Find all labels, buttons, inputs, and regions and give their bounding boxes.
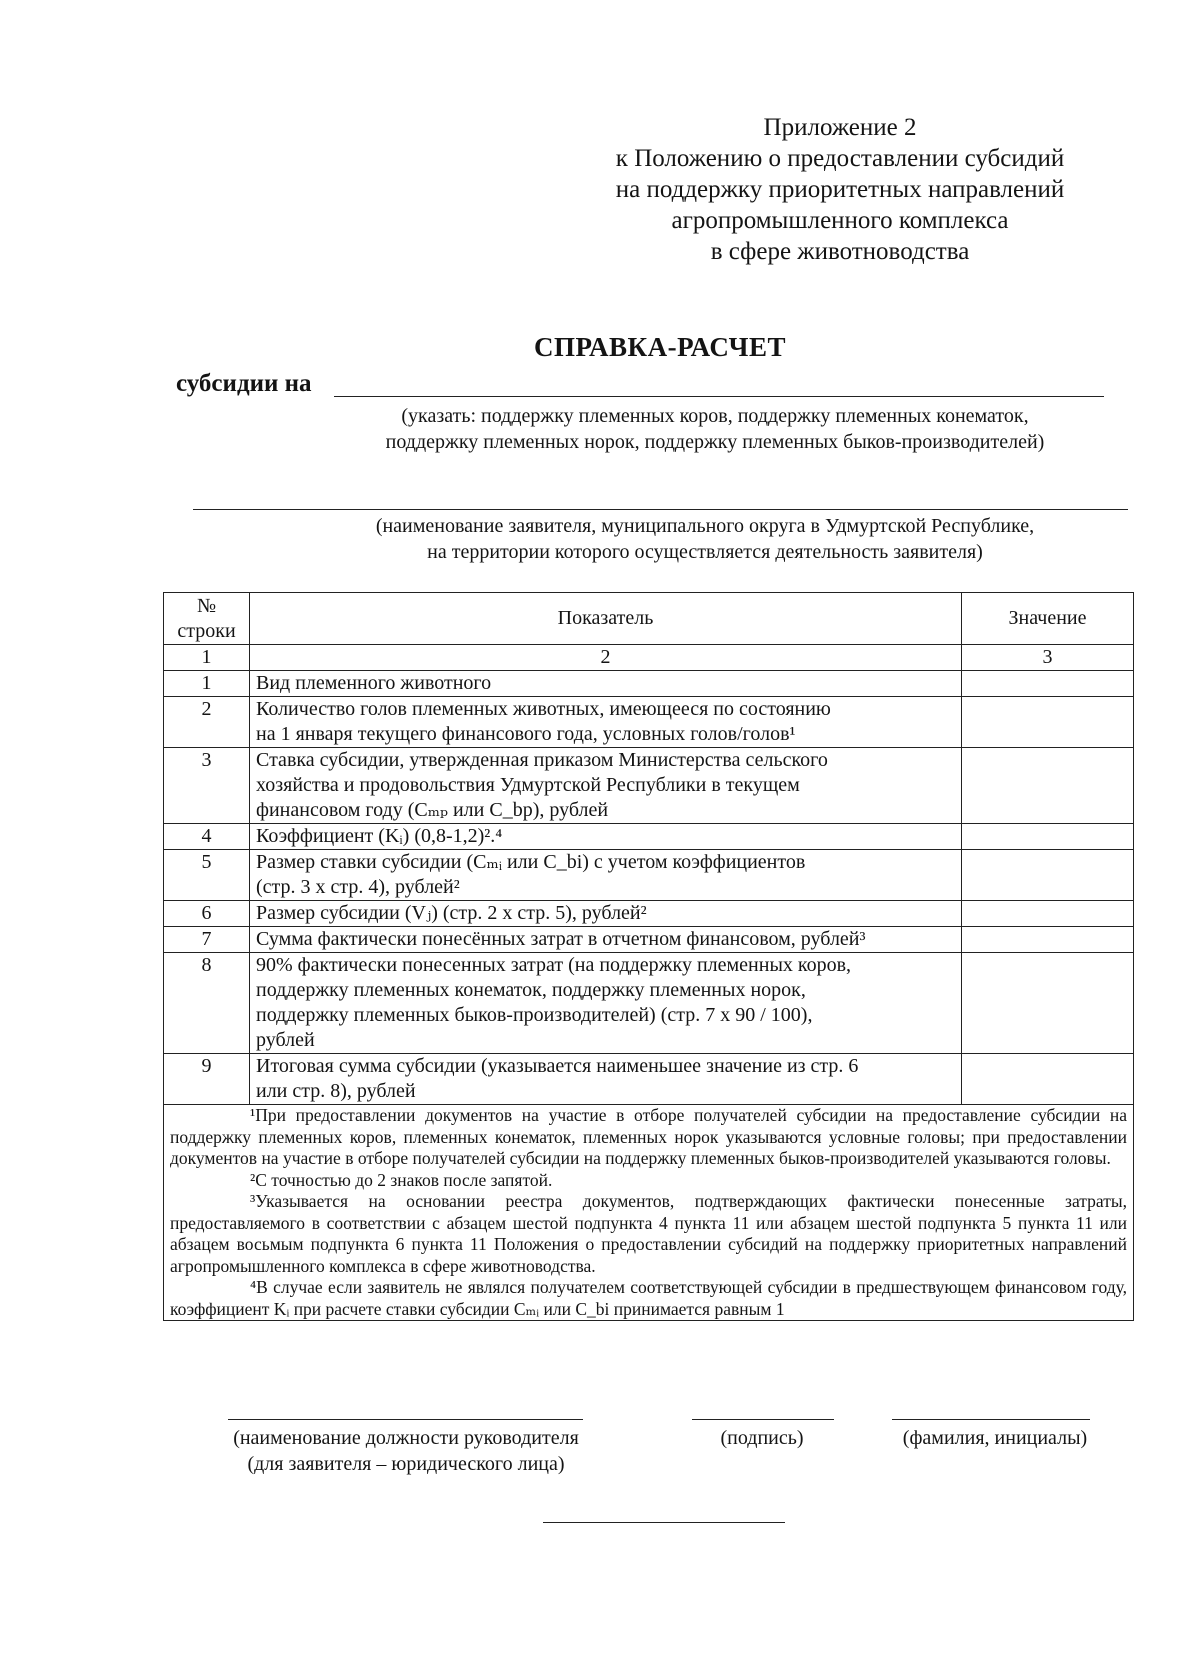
column-number: 1 bbox=[164, 645, 250, 671]
position-caption bbox=[196, 1425, 616, 1477]
name-fill-line bbox=[892, 1419, 1090, 1420]
indicator-line: Размер субсидии (Vⱼ) (стр. 2 х стр. 5), рублей² bbox=[256, 902, 647, 924]
row-number: 8 bbox=[164, 953, 250, 1054]
applicant-hint-line: на территории которого осуществляется деятельность заявителя) bbox=[427, 541, 983, 563]
header-row-number bbox=[164, 593, 250, 645]
table-row bbox=[164, 901, 1134, 927]
footnote: ³Указывается на основании реестра документов, подтверждающих фактически понесенные затраты, предоставляемого в соответствии с абзацем шестой подпункта 4 пункта 11 или абзацем шестой подпункта 5 пункта 11 или абзацем восьмым подпункта 6 пункта 11 Положения о предоставлении субсидий на поддержку приоритетных направлений агропромышленного комплекса в сфере животноводства. bbox=[170, 1191, 1127, 1276]
indicator-line: поддержку племенных конематок, поддержку племенных норок, bbox=[256, 979, 806, 1001]
indicator-line: или стр. 8), рублей bbox=[256, 1080, 416, 1102]
value-cell[interactable] bbox=[962, 748, 1134, 824]
subsidy-label: субсидии на bbox=[176, 370, 312, 397]
indicator-line: Вид племенного животного bbox=[256, 672, 492, 694]
row-indicator bbox=[250, 850, 962, 901]
subsidy-hint bbox=[310, 403, 1120, 455]
row-number: 1 bbox=[164, 671, 250, 697]
position-fill-line bbox=[228, 1419, 583, 1420]
table-row bbox=[164, 927, 1134, 953]
appendix-line: в сфере животноводства bbox=[710, 238, 970, 265]
value-cell[interactable] bbox=[962, 953, 1134, 1054]
appendix-line: на поддержку приоритетных направлений bbox=[615, 176, 1065, 203]
value-cell[interactable] bbox=[962, 927, 1134, 953]
signature-caption: (подпись) bbox=[720, 1427, 804, 1449]
row-number: 9 bbox=[164, 1054, 250, 1105]
table-row bbox=[164, 671, 1134, 697]
header-value: Значение bbox=[962, 593, 1134, 645]
indicator-line: Ставка субсидии, утвержденная приказом Министерства сельского bbox=[256, 749, 828, 771]
table-row bbox=[164, 748, 1134, 824]
header-num-label: строки bbox=[177, 619, 236, 642]
value-cell[interactable] bbox=[962, 824, 1134, 850]
value-cell[interactable] bbox=[962, 850, 1134, 901]
indicator-line: Сумма фактически понесённых затрат в отчетном финансовом, рублей³ bbox=[256, 928, 866, 950]
applicant-fill-line bbox=[193, 509, 1128, 510]
row-indicator bbox=[250, 697, 962, 748]
value-cell[interactable] bbox=[962, 1054, 1134, 1105]
footnotes-row bbox=[164, 1105, 1134, 1321]
row-number: 6 bbox=[164, 901, 250, 927]
appendix-line: агропромышленного комплекса bbox=[671, 207, 1009, 234]
appendix-line: к Положению о предоставлении субсидий bbox=[615, 145, 1065, 172]
table-row bbox=[164, 850, 1134, 901]
row-indicator bbox=[250, 824, 962, 850]
appendix-header bbox=[560, 112, 1120, 267]
indicator-line: хозяйства и продовольствия Удмуртской Республики в текущем bbox=[256, 774, 800, 796]
position-caption-line: (наименование должности руководителя bbox=[233, 1427, 579, 1449]
indicator-line: рублей bbox=[256, 1029, 315, 1051]
indicator-line: поддержку племенных быков-производителей) (стр. 7 х 90 / 100), bbox=[256, 1004, 813, 1026]
table-row bbox=[164, 1054, 1134, 1105]
table-row bbox=[164, 824, 1134, 850]
column-number: 2 bbox=[250, 645, 962, 671]
subsidy-hint-line: поддержку племенных норок, поддержку племенных быков-производителей) bbox=[385, 431, 1045, 453]
row-indicator bbox=[250, 1054, 962, 1105]
footnotes bbox=[164, 1105, 1134, 1321]
row-indicator bbox=[250, 953, 962, 1054]
table-header-row bbox=[164, 593, 1134, 645]
indicator-line: финансовом году (Cₘₚ или C_bp), рублей bbox=[256, 799, 609, 821]
row-indicator bbox=[250, 927, 962, 953]
column-number-row bbox=[164, 645, 1134, 671]
indicator-line: Размер ставки субсидии (Cₘᵢ или C_bi) с учетом коэффициентов bbox=[256, 851, 806, 873]
table-row bbox=[164, 953, 1134, 1054]
position-caption-line: (для заявителя – юридического лица) bbox=[247, 1453, 565, 1475]
applicant-hint-line: (наименование заявителя, муниципального округа в Удмуртской Республике, bbox=[375, 515, 1035, 537]
row-number: 3 bbox=[164, 748, 250, 824]
row-number: 2 bbox=[164, 697, 250, 748]
subsidy-fill-line bbox=[334, 396, 1104, 397]
row-indicator bbox=[250, 901, 962, 927]
header-num-symbol: № bbox=[196, 594, 217, 617]
signature-fill-line bbox=[692, 1419, 834, 1420]
calculation-table bbox=[163, 592, 1134, 1321]
value-cell[interactable] bbox=[962, 901, 1134, 927]
indicator-line: (стр. 3 х стр. 4), рублей² bbox=[256, 876, 460, 898]
table-row bbox=[164, 697, 1134, 748]
footnote: ²С точностью до 2 знаков после запятой. bbox=[250, 1169, 553, 1190]
footnote: ⁴В случае если заявитель не являлся получателем соответствующей субсидии в предшествующем финансовом году, коэффициент Kᵢ при расчете ставки субсидии Cₘᵢ или C_bi принимается равным 1 bbox=[170, 1277, 1127, 1319]
row-indicator bbox=[250, 748, 962, 824]
document-title: СПРАВКА-РАСЧЕТ bbox=[534, 332, 786, 362]
subsidy-hint-line: (указать: поддержку племенных коров, поддержку племенных конематок, bbox=[401, 405, 1029, 427]
row-number: 5 bbox=[164, 850, 250, 901]
indicator-line: Итоговая сумма субсидии (указывается наименьшее значение из стр. 6 bbox=[256, 1055, 859, 1077]
applicant-hint bbox=[300, 513, 1110, 565]
header-indicator: Показатель bbox=[250, 593, 962, 645]
row-indicator bbox=[250, 671, 962, 697]
subsidy-field bbox=[176, 370, 1116, 400]
indicator-line: Количество голов племенных животных, имеющееся по состоянию bbox=[256, 698, 831, 720]
column-number: 3 bbox=[962, 645, 1134, 671]
name-caption: (фамилия, инициалы) bbox=[902, 1427, 1088, 1449]
row-number: 7 bbox=[164, 927, 250, 953]
row-number: 4 bbox=[164, 824, 250, 850]
indicator-line: Коэффициент (Kᵢ) (0,8-1,2)².⁴ bbox=[256, 825, 503, 847]
appendix-line: Приложение 2 bbox=[763, 114, 917, 141]
value-cell[interactable] bbox=[962, 697, 1134, 748]
footnote: ¹При предоставлении документов на участие в отборе получателей субсидии на предоставление субсидии на поддержку племенных коров, племенных конематок, племенных норок указываются условные головы; при предоставлении документов на участие в отборе получателей субсидии на поддержку племенных быков-производителей указываются головы. bbox=[170, 1105, 1127, 1168]
date-fill-line bbox=[543, 1522, 785, 1523]
indicator-line: 90% фактически понесенных затрат (на поддержку племенных коров, bbox=[256, 954, 852, 976]
indicator-line: на 1 января текущего финансового года, условных голов/голов¹ bbox=[256, 723, 796, 745]
value-cell[interactable] bbox=[962, 671, 1134, 697]
